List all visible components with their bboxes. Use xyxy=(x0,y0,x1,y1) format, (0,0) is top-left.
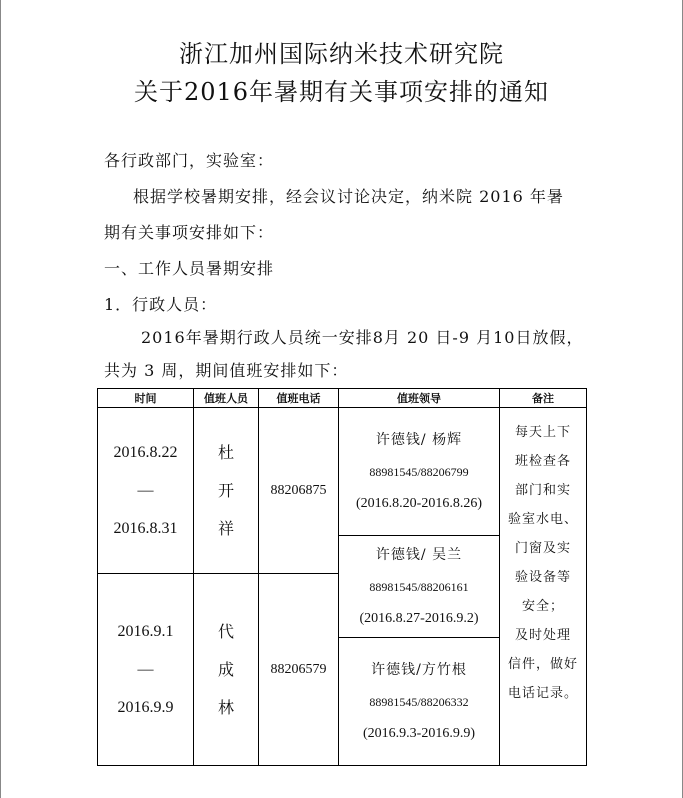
leader-cell xyxy=(339,536,500,638)
header-duty-leader: 值班领导 xyxy=(339,389,500,408)
person-char: 代 xyxy=(217,621,234,641)
leader-date-range: (2016.9.3-2016.9.9) xyxy=(363,725,475,741)
leader-phones: 88981545/88206799 xyxy=(369,464,469,479)
duty-person-cell xyxy=(194,408,259,574)
schedule-line-1: 2016年暑期行政人员统一安排8月 20 日-9 月10日放假， xyxy=(141,328,584,347)
intro-line-1: 根据学校暑期安排，经会议讨论决定，纳米院 2016 年暑 xyxy=(133,187,564,206)
header-duty-phone: 值班电话 xyxy=(259,389,339,408)
person-char: 成 xyxy=(217,659,234,679)
remark-line: 电话记录。 xyxy=(507,686,578,701)
section-heading-1: 一、工作人员暑期安排 xyxy=(104,259,275,278)
remark-line: 安全； xyxy=(521,599,564,614)
salutation: 各行政部门，实验室： xyxy=(104,151,275,170)
person-char: 祥 xyxy=(217,518,234,538)
remark-line: 验设备等 xyxy=(514,570,571,585)
remark-line: 信件，做好 xyxy=(507,657,578,672)
header-duty-person: 值班人员 xyxy=(194,389,259,408)
duty-phone-cell: 88206875 xyxy=(259,408,339,574)
table-header-row xyxy=(98,389,587,408)
time-cell xyxy=(98,408,194,574)
leader-date-range: (2016.8.27-2016.9.2) xyxy=(359,610,479,626)
header-time: 时间 xyxy=(98,389,194,408)
remark-line: 门窗及实 xyxy=(514,541,571,556)
person-char: 开 xyxy=(217,480,234,500)
person-char: 杜 xyxy=(217,442,234,462)
leader-date-range: (2016.8.20-2016.8.26) xyxy=(356,495,482,511)
header-remarks: 备注 xyxy=(500,389,587,408)
leader-phones: 88981545/88206332 xyxy=(369,694,469,709)
document-title-line2: 关于2016年暑期有关事项安排的通知 xyxy=(133,78,550,106)
table-row xyxy=(98,408,587,536)
date-start: 2016.9.1 xyxy=(117,622,174,640)
intro-line-2: 期有关事项安排如下： xyxy=(104,223,275,242)
leader-names: 许德钱/ 杨辉 xyxy=(375,431,463,448)
date-end: 2016.8.31 xyxy=(113,519,178,537)
time-cell xyxy=(98,574,194,766)
leader-names: 许德钱/方竹根 xyxy=(371,661,467,678)
leader-cell xyxy=(339,408,500,536)
remark-line: 每天上下 xyxy=(514,425,571,440)
date-dash: — xyxy=(137,660,154,678)
person-char: 林 xyxy=(217,697,234,717)
schedule-line-2: 共为 3 周，期间值班安排如下： xyxy=(104,361,349,380)
duty-person-cell xyxy=(194,574,259,766)
remark-line: 验室水电、 xyxy=(507,512,578,527)
remark-line: 部门和实 xyxy=(514,483,571,498)
leader-names: 许德钱/ 吴兰 xyxy=(375,546,463,563)
document-title-line1: 浙江加州国际纳米技术研究院 xyxy=(179,40,504,68)
date-dash: — xyxy=(137,481,154,499)
leader-phones: 88981545/88206161 xyxy=(369,579,469,594)
page-border-left xyxy=(0,0,1,798)
duty-schedule-table xyxy=(97,388,587,766)
date-start: 2016.8.22 xyxy=(113,443,178,461)
duty-phone-cell: 88206579 xyxy=(259,574,339,766)
remark-line: 班检查各 xyxy=(514,454,571,469)
leader-cell xyxy=(339,638,500,766)
date-end: 2016.9.9 xyxy=(117,698,174,716)
remark-line: 及时处理 xyxy=(514,628,571,643)
item-heading-1: 1．行政人员： xyxy=(104,295,218,314)
remarks-cell xyxy=(500,408,587,766)
